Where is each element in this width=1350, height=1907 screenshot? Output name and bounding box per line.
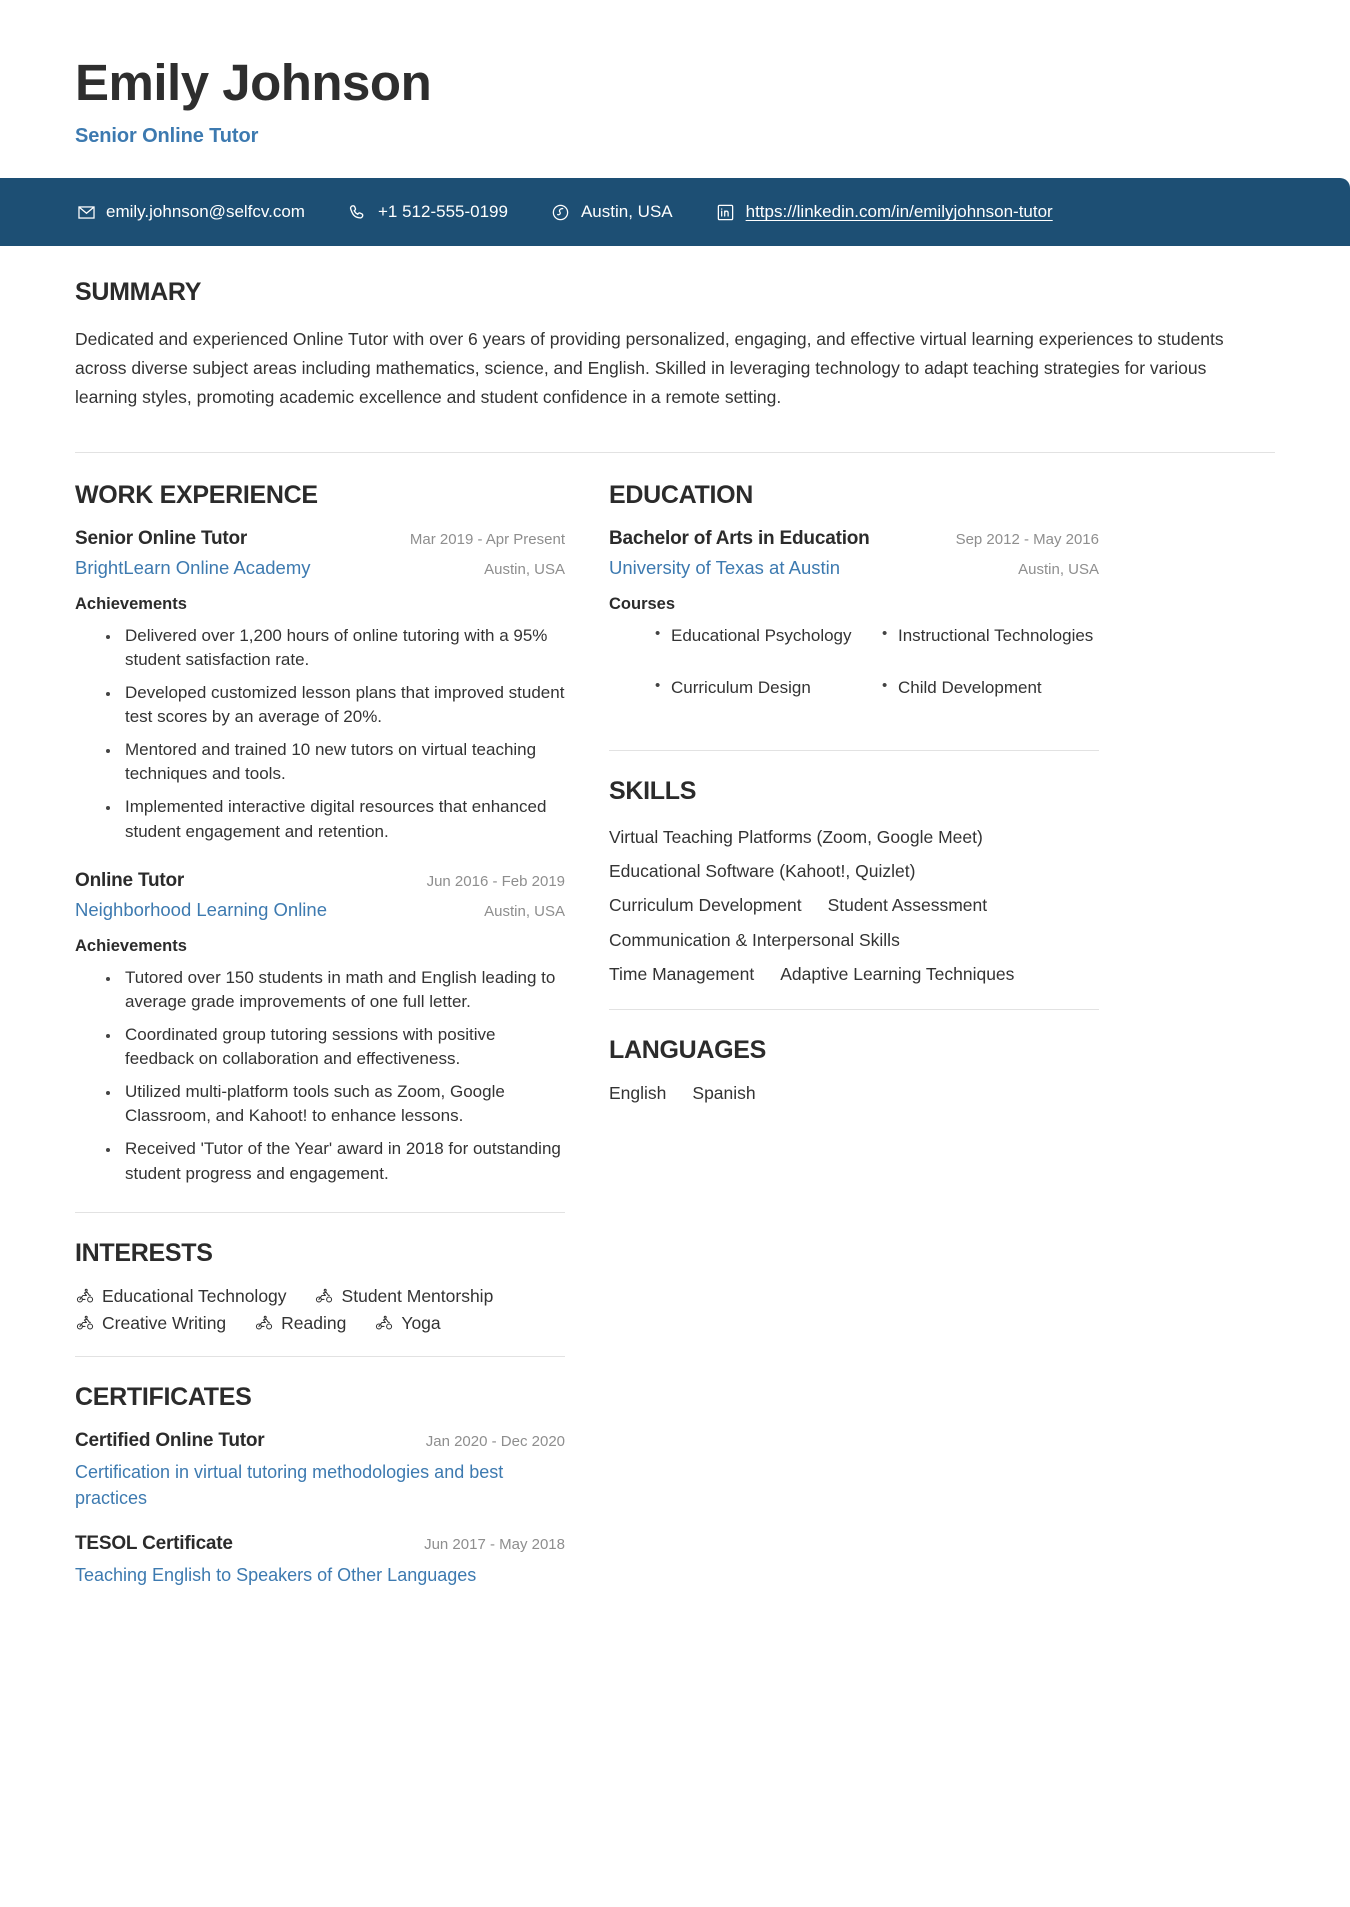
skill-row — [609, 927, 1099, 953]
education-entry — [609, 528, 1099, 724]
course-item: • Child Development — [882, 676, 1099, 700]
interest-label: Student Mentorship — [341, 1285, 494, 1306]
certificate-entry — [75, 1430, 565, 1511]
contact-item-envelope — [75, 201, 305, 223]
skill-row — [609, 858, 1099, 884]
certificate-list — [75, 1430, 565, 1588]
education-entry-subheader — [609, 557, 1099, 579]
skill-row — [609, 824, 1099, 850]
course-item: • Educational Psychology — [655, 624, 872, 648]
achievements-list — [75, 624, 565, 844]
skill-row — [609, 961, 1099, 987]
achievement-item: • Utilized multi-platform tools such as Zoom, Google Classroom, and Kahoot! to enhance lessons. — [121, 1080, 565, 1128]
work-experience-section — [75, 481, 565, 1186]
certificate-name: TESOL Certificate — [75, 1532, 233, 1554]
skill-item: Curriculum Development — [609, 895, 802, 916]
job-position: Online Tutor — [75, 869, 185, 891]
achievement-item: • Tutored over 150 students in math and English leading to average grade improvements of one full letter. — [121, 966, 565, 1014]
certificates-heading: CERTIFICATES — [75, 1382, 252, 1411]
bicycle-icon — [254, 1314, 273, 1333]
bicycle-icon — [374, 1314, 393, 1333]
certificate-entry — [75, 1533, 565, 1588]
courses-grid — [609, 624, 1099, 724]
skill-item: Adaptive Learning Techniques — [780, 963, 1015, 984]
skills-heading: SKILLS — [609, 776, 697, 805]
work-entry-subheader — [75, 899, 565, 921]
language-item: English — [609, 1083, 667, 1104]
summary-heading: SUMMARY — [75, 278, 202, 307]
interests-section — [75, 1239, 565, 1334]
envelope-icon — [75, 201, 97, 223]
work-experience-heading: WORK EXPERIENCE — [75, 480, 318, 509]
work-entry-header — [75, 528, 565, 550]
skill-item: Time Management — [609, 963, 755, 984]
courses-label: Courses — [609, 594, 676, 613]
skills-divider — [609, 750, 1099, 751]
summary-text: Dedicated and experienced Online Tutor with over 6 years of providing personalized, engaging, and effective virtual learning experiences to students across diverse subject areas including mathematics, science, and English. Skilled in leveraging technology to adapt teaching strategies for various learning styles, promoting academic excellence and student confidence in a remote setting. — [75, 329, 1224, 407]
job-location: Austin, USA — [484, 902, 565, 920]
interest-item — [75, 1286, 287, 1307]
interests-heading: INTERESTS — [75, 1238, 213, 1267]
work-entry-header — [75, 870, 565, 892]
interest-label: Reading — [281, 1312, 347, 1333]
contact-value[interactable]: https://linkedin.com/in/emilyjohnson-tutor — [745, 202, 1053, 222]
work-entry-subheader — [75, 557, 565, 579]
contact-value: emily.johnson@selfcv.com — [106, 202, 305, 222]
institution-name: University of Texas at Austin — [609, 556, 841, 578]
achievements-list — [75, 966, 565, 1186]
interest-item — [254, 1313, 346, 1334]
languages-heading: LANGUAGES — [609, 1036, 767, 1065]
candidate-job-title: Senior Online Tutor — [75, 125, 259, 148]
interest-item — [315, 1286, 494, 1307]
education-heading: EDUCATION — [609, 480, 754, 509]
bicycle-icon — [315, 1287, 334, 1306]
languages-list — [609, 1083, 1099, 1104]
education-entry-header — [609, 528, 1099, 550]
job-organization: Neighborhood Learning Online — [75, 898, 327, 920]
certificate-name: Certified Online Tutor — [75, 1429, 265, 1451]
achievements-label: Achievements — [75, 594, 187, 613]
languages-section — [609, 1036, 1099, 1104]
languages-divider — [609, 1009, 1099, 1010]
contact-item-phone — [347, 201, 508, 223]
interest-item — [75, 1313, 226, 1334]
skill-item: Communication & Interpersonal Skills — [609, 929, 900, 950]
achievement-item: • Developed customized lesson plans that improved student test scores by an average of 20%. — [121, 681, 565, 729]
skill-item: Educational Software (Kahoot!, Quizlet) — [609, 861, 916, 882]
degree-name: Bachelor of Arts in Education — [609, 527, 870, 549]
skill-row — [609, 892, 1099, 918]
summary-section — [75, 246, 1275, 434]
skill-item: Student Assessment — [827, 895, 988, 916]
achievements-label: Achievements — [75, 936, 187, 955]
job-location: Austin, USA — [484, 560, 565, 578]
resume-header — [0, 0, 1350, 148]
achievement-item: • Delivered over 1,200 hours of online tutoring with a 95% student satisfaction rate. — [121, 624, 565, 672]
interest-row — [75, 1313, 565, 1334]
job-date-range: Mar 2019 - Apr Present — [409, 530, 565, 548]
education-entry-list — [609, 528, 1099, 724]
certificate-description: Teaching English to Speakers of Other Languages — [75, 1564, 477, 1585]
job-position: Senior Online Tutor — [75, 527, 248, 549]
job-organization: BrightLearn Online Academy — [75, 556, 311, 578]
certificates-divider — [75, 1356, 565, 1357]
globe-icon — [550, 201, 572, 223]
two-column-layout — [75, 453, 1275, 1610]
right-column — [609, 481, 1099, 1109]
achievement-item: • Mentored and trained 10 new tutors on virtual teaching techniques and tools. — [121, 738, 565, 786]
left-column — [75, 481, 565, 1610]
job-date-range: Jun 2016 - Feb 2019 — [426, 872, 565, 890]
interest-label: Yoga — [401, 1312, 441, 1333]
candidate-name: Emily Johnson — [75, 54, 432, 111]
contact-bar — [0, 178, 1350, 246]
contact-item-linkedin[interactable] — [715, 201, 1053, 223]
interests-list — [75, 1286, 565, 1334]
certificate-header — [75, 1533, 565, 1555]
education-location: Austin, USA — [1018, 560, 1099, 578]
interest-item — [374, 1313, 440, 1334]
course-item: • Instructional Technologies — [882, 624, 1099, 648]
bicycle-icon — [75, 1287, 94, 1306]
work-entry — [75, 528, 565, 844]
skill-item: Virtual Teaching Platforms (Zoom, Google Meet) — [609, 826, 983, 847]
interest-label: Creative Writing — [102, 1312, 227, 1333]
course-item: • Curriculum Design — [655, 676, 872, 700]
language-item: Spanish — [692, 1083, 756, 1104]
certificates-section — [75, 1383, 565, 1588]
contact-value: Austin, USA — [580, 202, 673, 222]
skills-section — [609, 777, 1099, 987]
education-date-range: Sep 2012 - May 2016 — [955, 530, 1099, 548]
achievement-item: • Implemented interactive digital resources that enhanced student engagement and retention. — [121, 795, 565, 843]
certificate-description: Certification in virtual tutoring methodologies and best practices — [75, 1461, 504, 1508]
certificate-date-range: Jun 2017 - May 2018 — [424, 1535, 565, 1553]
interests-divider — [75, 1212, 565, 1213]
skills-list — [609, 824, 1099, 987]
interest-label: Educational Technology — [102, 1285, 287, 1306]
contact-item-globe — [550, 201, 673, 223]
work-entry-list — [75, 528, 565, 1186]
linkedin-icon — [715, 201, 737, 223]
contact-value: +1 512-555-0199 — [377, 202, 508, 222]
work-entry — [75, 870, 565, 1186]
interest-row — [75, 1286, 565, 1307]
certificate-date-range: Jan 2020 - Dec 2020 — [425, 1432, 565, 1450]
achievement-item: • Coordinated group tutoring sessions with positive feedback on collaboration and effectiveness. — [121, 1023, 565, 1071]
education-section — [609, 481, 1099, 724]
resume-body — [0, 246, 1350, 1610]
bicycle-icon — [75, 1314, 94, 1333]
certificate-header — [75, 1430, 565, 1452]
phone-icon — [347, 201, 369, 223]
achievement-item: • Received 'Tutor of the Year' award in 2018 for outstanding student progress and engagement. — [121, 1137, 565, 1185]
